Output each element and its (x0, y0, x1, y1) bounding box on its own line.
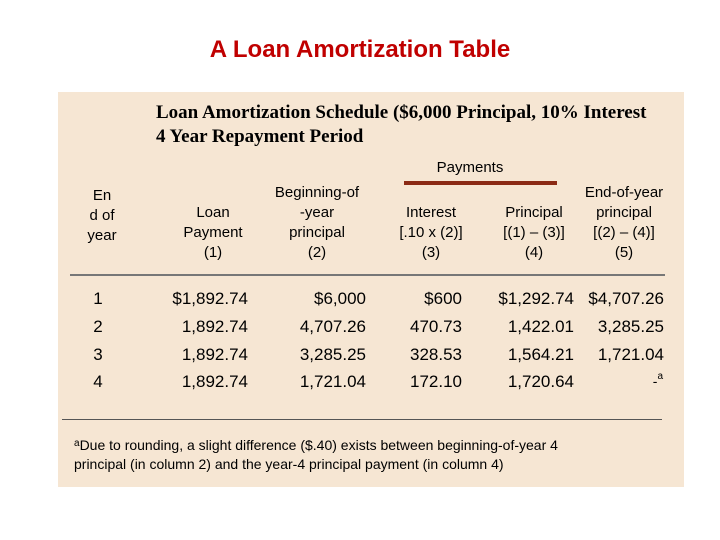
cell-interest: 470.73 (410, 317, 462, 336)
cell-end: 3,285.25 (597, 317, 664, 336)
cell-interest: $600 (424, 289, 462, 308)
schedule-title (156, 101, 646, 149)
header-beginning-line-4: (2) (307, 244, 327, 261)
cell-year: 2 (93, 317, 103, 336)
schedule-title-line-1: Loan Amortization Schedule ($6,000 Principal, 10% Interest (156, 102, 647, 123)
cell-payment: 1,892.74 (181, 372, 248, 391)
cell-payment: 1,892.74 (181, 345, 248, 364)
cell-payment: $1,892.74 (172, 289, 248, 308)
header-end-line-3: [(2) – (4)] (593, 224, 655, 241)
header-end-line-1: End-of-year (584, 184, 664, 201)
header-beginning-principal (262, 183, 372, 263)
header-year-line-1: En (92, 187, 112, 204)
header-interest (386, 203, 476, 263)
header-interest-line-2: [.10 x (2)] (399, 224, 463, 241)
header-interest-line-1: Interest (405, 204, 457, 221)
header-interest-line-3: (3) (421, 244, 441, 261)
header-divider (70, 274, 665, 276)
cell-interest: 172.10 (410, 372, 462, 391)
cell-end-final (653, 373, 663, 389)
header-year-line-2: d of (89, 207, 115, 224)
cell-end: $4,707.26 (588, 289, 664, 308)
payments-label: Payments (436, 159, 504, 176)
payments-bar (404, 181, 557, 185)
header-beginning-line-1: Beginning-of (274, 184, 360, 201)
cell-principal: 1,720.64 (507, 372, 574, 391)
cell-year: 4 (93, 372, 103, 391)
header-loan-payment-line-3: (1) (203, 244, 223, 261)
footnote (74, 436, 674, 474)
header-end-line-4: (5) (614, 244, 634, 261)
header-loan-payment-line-2: Payment (183, 224, 243, 241)
header-beginning-line-2: -year (299, 204, 335, 221)
header-principal-line-2: [(1) – (3)] (503, 224, 565, 241)
cell-beginning: $6,000 (314, 289, 366, 308)
footnote-line-1: Due to rounding, a slight difference ($.40) exists between beginning-of-year 4 (79, 437, 558, 453)
header-end-line-2: principal (596, 204, 652, 221)
cell-interest: 328.53 (410, 345, 462, 364)
footnote-line-2: principal (in column 2) and the year-4 principal payment (in column 4) (74, 456, 504, 472)
cell-end: 1,721.04 (597, 345, 664, 364)
schedule-title-line-2: 4 Year Repayment Period (156, 126, 364, 147)
cell-principal: 1,564.21 (507, 345, 574, 364)
cell-year: 3 (93, 345, 103, 364)
final-end-dash: - (652, 373, 658, 389)
cell-payment: 1,892.74 (181, 317, 248, 336)
header-year-line-3: year (87, 227, 117, 244)
cell-beginning: 4,707.26 (299, 317, 366, 336)
header-year (80, 186, 124, 246)
header-loan-payment-line-1: Loan (196, 204, 230, 221)
cell-principal: 1,422.01 (507, 317, 574, 336)
header-beginning-line-3: principal (289, 224, 345, 241)
header-loan-payment (168, 203, 258, 263)
cell-principal: $1,292.74 (498, 289, 574, 308)
cell-beginning: 3,285.25 (299, 345, 366, 364)
header-end-principal (574, 183, 674, 263)
header-principal-line-1: Principal (505, 204, 563, 221)
footnote-marker: a (74, 438, 80, 449)
header-principal (486, 203, 582, 263)
footnote-divider (62, 419, 662, 420)
footnote-ref-marker: a (657, 371, 663, 382)
cell-year: 1 (93, 289, 103, 308)
header-principal-line-3: (4) (524, 244, 544, 261)
cell-beginning: 1,721.04 (299, 372, 366, 391)
slide-title: A Loan Amortization Table (209, 36, 511, 63)
